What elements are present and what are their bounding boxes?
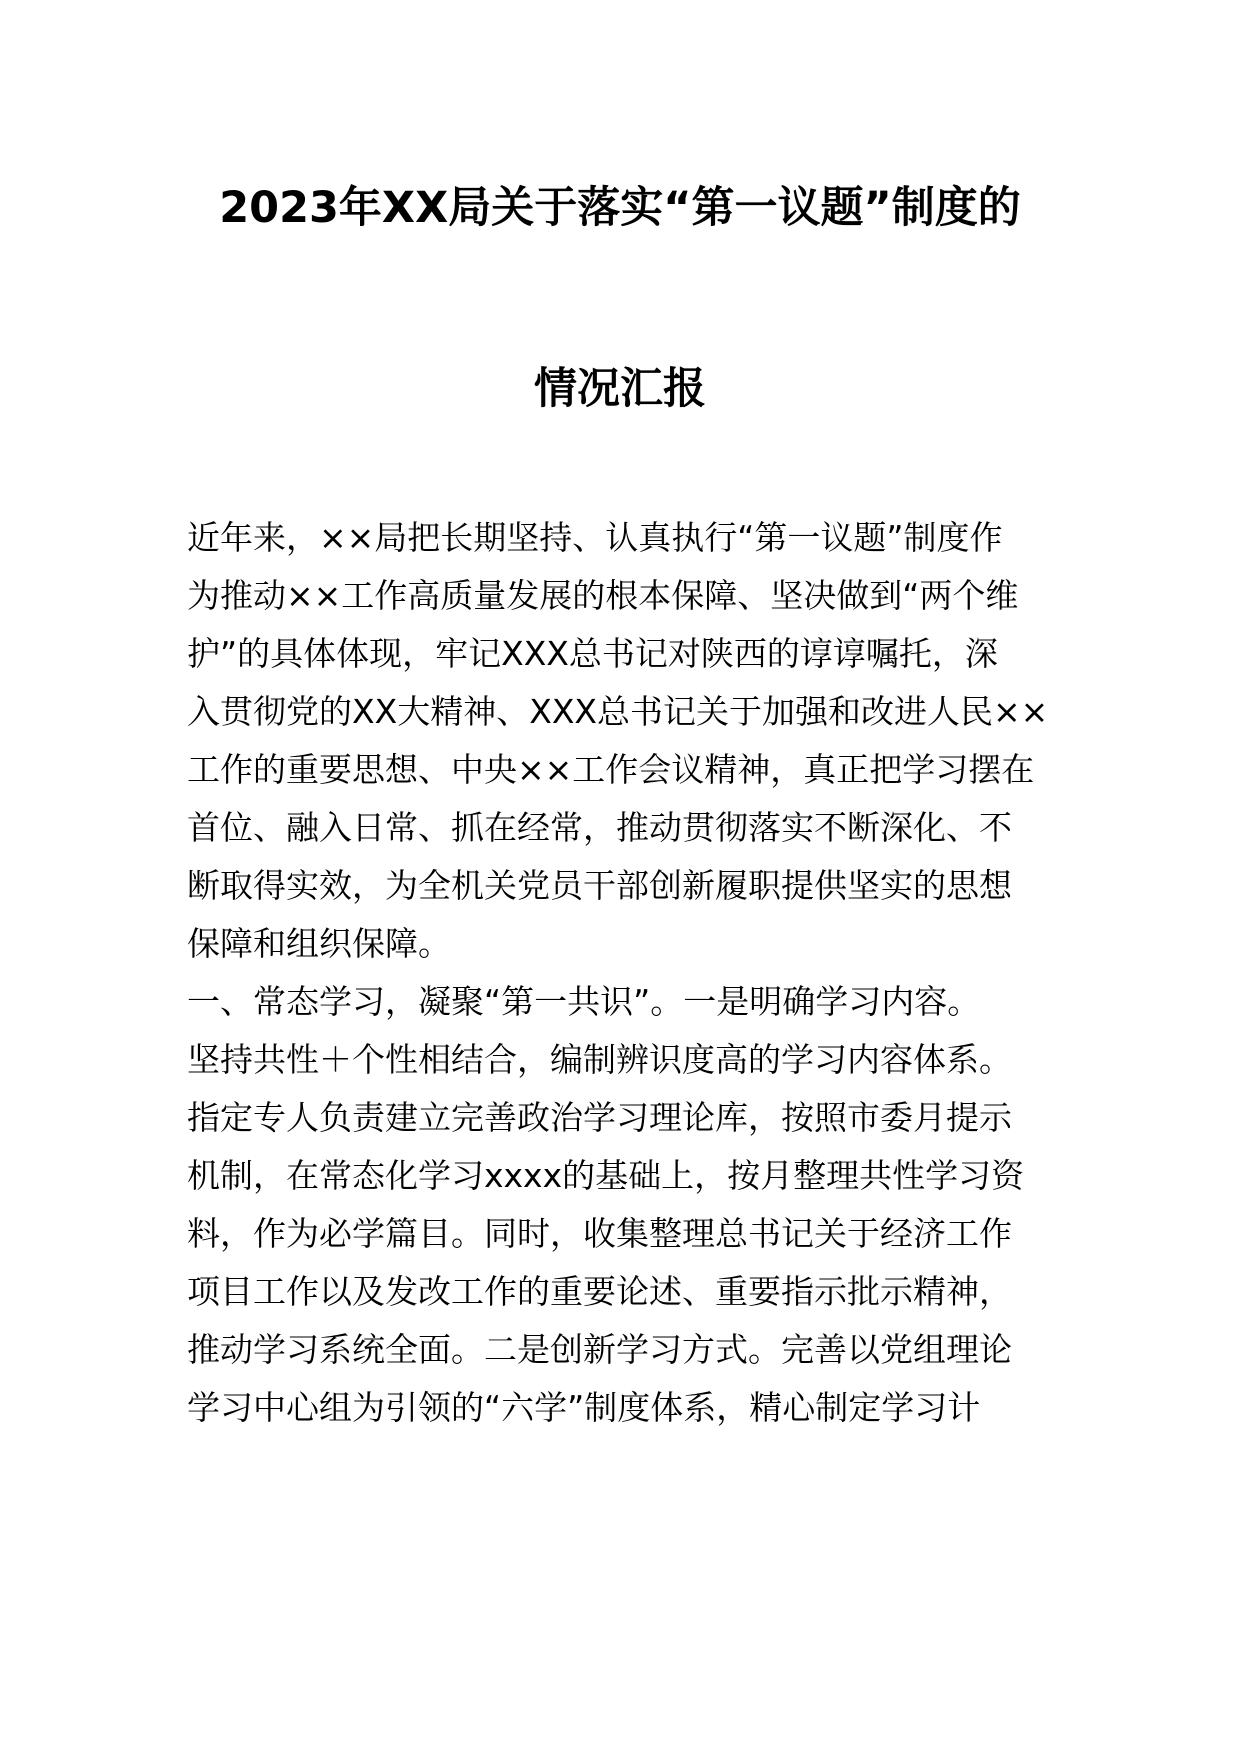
body-line: 料，作为必学篇目。同时，收集整理总书记关于经济工作 xyxy=(187,1214,1012,1253)
body-line: 机制，在常态化学习xxxx的基础上，按月整理共性学习资 xyxy=(187,1156,1025,1195)
body-line: 入贯彻党的XX大精神、XXX总书记关于加强和改进人民×× xyxy=(187,692,1049,731)
document-title-line-2: 情况汇报 xyxy=(534,364,706,414)
body-line: 保障和组织保障。 xyxy=(187,924,451,963)
body-line: 学习中心组为引领的“六学”制度体系，精心制定学习计 xyxy=(187,1388,981,1427)
body-line: 断取得实效，为全机关党员干部创新履职提供坚实的思想 xyxy=(187,866,1012,905)
body-line: 坚持共性＋个性相结合，编制辨识度高的学习内容体系。 xyxy=(187,1040,1012,1079)
body-line: 护”的具体体现，牢记XXX总书记对陕西的谆谆嘱托，深 xyxy=(187,634,998,673)
document-title-line-1: 2023年XX局关于落实“第一议题”制度的 xyxy=(219,183,1021,233)
body-line: 项目工作以及发改工作的重要论述、重要指示批示精神， xyxy=(187,1272,1012,1311)
body-line: 工作的重要思想、中央××工作会议精神，真正把学习摆在 xyxy=(187,750,1035,789)
body-line: 首位、融入日常、抓在经常，推动贯彻落实不断深化、不 xyxy=(187,808,1012,847)
body-line: 推动学习系统全面。二是创新学习方式。完善以党组理论 xyxy=(187,1330,1012,1369)
body-line: 近年来，××局把长期坚持、认真执行“第一议题”制度作 xyxy=(187,518,1003,557)
body-line: 为推动××工作高质量发展的根本保障、坚决做到“两个维 xyxy=(187,576,1019,615)
body-line: 一、常态学习，凝聚“第一共识”。一是明确学习内容。 xyxy=(187,982,981,1021)
body-line: 指定专人负责建立完善政治学习理论库，按照市委月提示 xyxy=(187,1098,1012,1137)
